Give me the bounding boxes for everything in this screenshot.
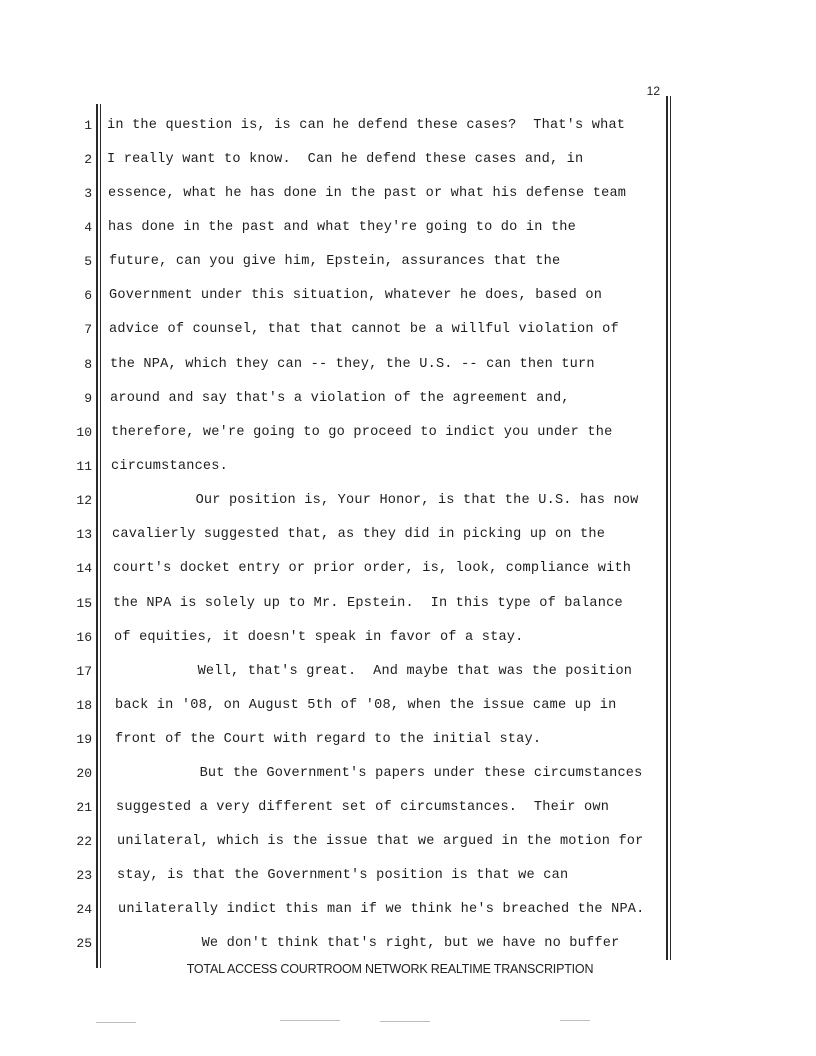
transcript-line [0,662,816,682]
line-text: suggested a very different set of circumstances. Their own [116,800,610,815]
line-number: 22 [76,834,92,849]
line-number: 13 [76,527,92,542]
line-text: circumstances. [111,459,229,474]
line-text: stay, is that the Government's position is that we can [117,868,569,883]
line-text: cavalierly suggested that, as they did in picking up on the [112,527,606,542]
scan-noise [380,1021,430,1022]
line-text: the NPA is solely up to Mr. Epstein. In this type of balance [113,596,623,611]
line-number: 19 [76,732,92,747]
transcript-line [0,218,816,238]
transcript-line [0,491,816,511]
transcript-line [0,628,816,648]
line-number: 10 [76,425,92,440]
transcript-line [0,866,816,886]
line-text: Our position is, Your Honor, is that the U.S. has now [112,493,639,508]
line-text: unilateral, which is the issue that we argued in the motion for [117,834,644,849]
line-number: 8 [84,357,92,372]
transcript-line [0,832,816,852]
transcript-line [0,594,816,614]
line-number: 24 [76,902,92,917]
transcript-line [0,286,816,306]
transcript-line [0,525,816,545]
transcript-line [0,457,816,477]
transcript-line [0,900,816,920]
line-number: 9 [84,391,92,406]
line-number: 4 [84,220,92,235]
transcript-line [0,423,816,443]
line-text: But the Government's papers under these circumstances [116,766,643,781]
transcript-line [0,355,816,375]
line-number: 16 [76,630,92,645]
transcript-line [0,730,816,750]
line-text: of equities, it doesn't speak in favor of a stay. [114,630,524,645]
transcript-line [0,184,816,204]
line-text: We don't think that's right, but we have no buffer [118,936,620,951]
transcription-service-footer: TOTAL ACCESS COURTROOM NETWORK REALTIME TRANSCRIPTION [186,962,594,976]
line-number: 5 [84,254,92,269]
line-number: 11 [76,459,92,474]
scan-noise [280,1020,340,1021]
line-text: Government under this situation, whatever he does, based on [109,288,603,303]
scan-noise [96,1022,136,1023]
line-text: I really want to know. Can he defend these cases and, in [107,152,584,167]
line-text: court's docket entry or prior order, is, look, compliance with [113,561,632,576]
line-text: unilaterally indict this man if we think he's breached the NPA. [118,902,645,917]
transcript-line [0,559,816,579]
line-text: essence, what he has done in the past or what his defense team [108,186,627,201]
line-text: therefore, we're going to go proceed to indict you under the [111,425,613,440]
line-text: in the question is, is can he defend these cases? That's what [107,118,626,133]
transcript-line [0,389,816,409]
line-number: 2 [84,152,92,167]
page-number: 12 [646,84,660,98]
line-number: 3 [84,186,92,201]
line-number: 21 [76,800,92,815]
line-number: 6 [84,288,92,303]
line-number: 15 [76,596,92,611]
line-number: 25 [76,936,92,951]
line-text: back in '08, on August 5th of '08, when the issue came up in [115,698,617,713]
line-text: around and say that's a violation of the agreement and, [110,391,570,406]
transcript-line [0,696,816,716]
line-number: 20 [76,766,92,781]
transcript-line [0,252,816,272]
scan-noise [560,1020,590,1021]
transcript-line [0,150,816,170]
line-text: front of the Court with regard to the initial stay. [115,732,542,747]
line-number: 23 [76,868,92,883]
line-number: 14 [76,561,92,576]
line-number: 17 [76,664,92,679]
line-text: has done in the past and what they're going to do in the [108,220,577,235]
transcript-line [0,320,816,340]
line-text: the NPA, which they can -- they, the U.S. -- can then turn [110,357,595,372]
line-number: 1 [84,118,92,133]
transcript-line [0,798,816,818]
line-number: 12 [76,493,92,508]
transcript-line [0,116,816,136]
line-text: Well, that's great. And maybe that was the position [114,664,633,679]
transcript-line [0,764,816,784]
line-number: 18 [76,698,92,713]
line-number: 7 [84,322,92,337]
line-text: future, can you give him, Epstein, assurances that the [109,254,561,269]
transcript-line [0,934,816,954]
line-text: advice of counsel, that that cannot be a willful violation of [109,322,619,337]
